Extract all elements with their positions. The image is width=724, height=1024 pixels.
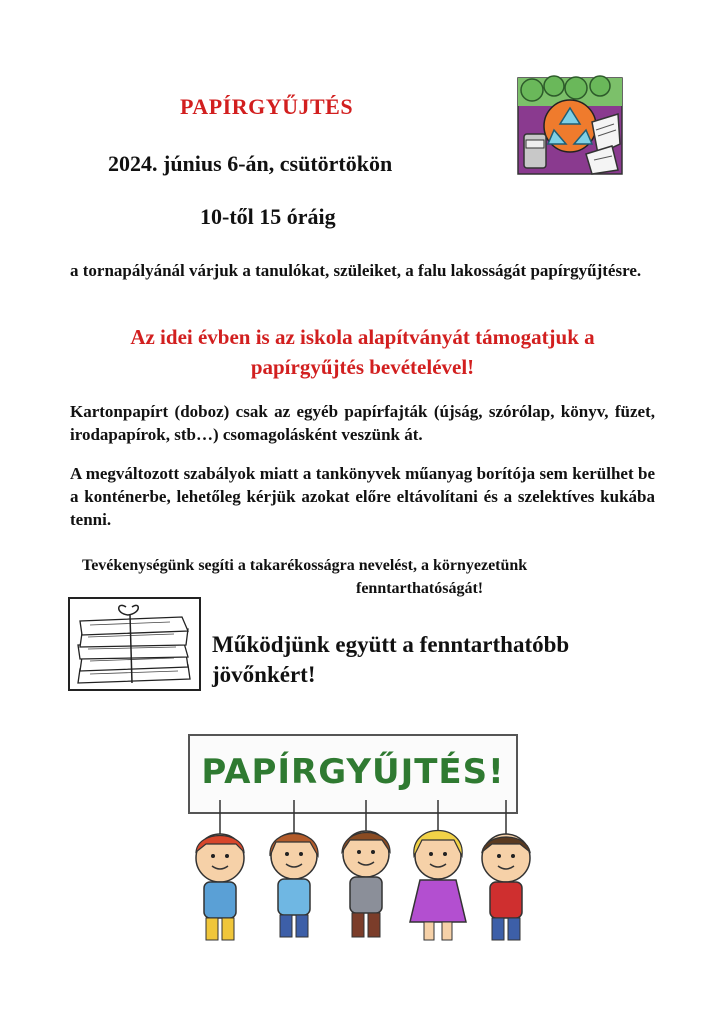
kids-holding-banner-illustration <box>176 800 556 950</box>
event-date: 2024. június 6-án, csütörtökön <box>108 151 393 176</box>
together-line-1: Működjünk együtt a fenntarthatóbb <box>212 632 570 657</box>
support-line-1: Az idei évben is az iskola alapítványát támogatjuk a <box>130 325 595 349</box>
support-message <box>70 322 655 382</box>
invitation-text: a tornapályánál várjuk a tanulókat, szüleiket, a falu lakosságát papírgyűjtésre. <box>70 261 642 280</box>
activity-line-1: Tevékenységünk segíti a takarékosságra nevelést, a környezetünk <box>82 557 528 574</box>
paper-stack-icon <box>68 597 201 691</box>
activity-line-2: fenntarthatóságát! <box>356 580 484 597</box>
carton-note: Kartonpapírt (doboz) csak az egyéb papírfajták (újság, szórólap, könyv, füzet, irodapapírok, stb…) csomagolásként veszünk át. <box>70 402 655 444</box>
support-line-2: papírgyűjtés bevételével! <box>250 355 475 379</box>
rules-note: A megváltozott szabályok miatt a tankönyvek műanyag borítója sem kerülhet be a konténerbe, lehetőleg kérjük azokat előre eltávolítani és a szelektíves kukába tenni. <box>70 464 655 529</box>
together-line-2: jövőnkért! <box>212 662 316 687</box>
recycle-clipart-icon <box>514 74 626 178</box>
together-slogan <box>212 630 652 690</box>
banner-text: PAPÍRGYŰJTÉS! <box>201 752 505 792</box>
flyer-title: PAPÍRGYŰJTÉS <box>180 94 354 119</box>
event-time: 10-től 15 óráig <box>200 204 336 229</box>
